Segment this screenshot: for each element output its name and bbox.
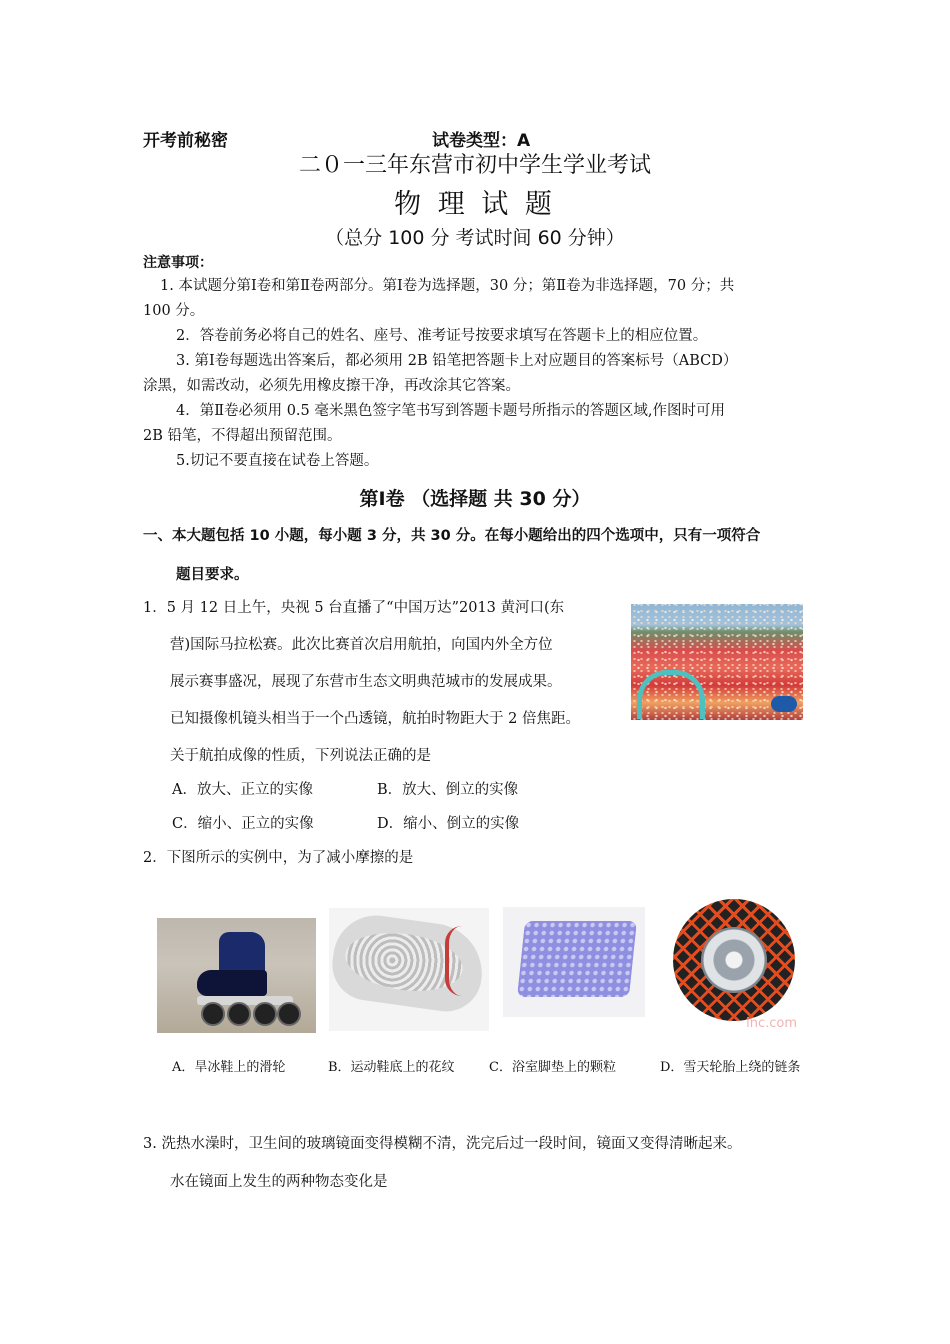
q1-option-b: B．放大、倒立的实像 [377,782,519,798]
q2-caption-c: C．浴室脚垫上的颗粒 [489,1060,616,1075]
tire-chain-photo [669,893,801,1033]
q1-option-a: A．放大、正立的实像 [172,782,313,798]
notice-item-5: 5.切记不要直接在试卷上答题。 [176,453,379,469]
q2-caption-a: A．旱冰鞋上的滑轮 [172,1060,286,1075]
photo-watermark: inc.com [746,1016,797,1031]
secret-label: 开考前秘密 [143,131,228,151]
q1-line-1: 1．5 月 12 日上午，央视 5 台直播了“中国万达”2013 黄河口(东 [143,600,565,616]
section-instruction-line1: 一、本大题包括 10 小题，每小题 3 分，共 30 分。在每小题给出的四个选项中，只有一项符合 [143,528,761,544]
notice-item-1-line1: 1. 本试题分第Ⅰ卷和第Ⅱ卷两部分。第Ⅰ卷为选择题，30 分；第Ⅱ卷为非选择题，70 分；共 [160,278,735,294]
q1-line-5: 关于航拍成像的性质，下列说法正确的是 [170,748,431,764]
q2-stem: 2．下图所示的实例中，为了减小摩擦的是 [143,850,414,866]
q1-option-d: D．缩小、倒立的实像 [377,816,520,832]
paper-type: 试卷类型：A [432,131,531,151]
notice-item-4-line1: 4．第Ⅱ卷必须用 0.5 毫米黑色签字笔书写到答题卡题号所指示的答题区域,作图时可用 [176,403,725,419]
q3-line-1: 3. 洗热水澡时，卫生间的玻璃镜面变得模糊不清，洗完后过一段时间，镜面又变得清晰起来。 [143,1136,742,1152]
notice-heading: 注意事项： [143,255,213,271]
notice-item-2: 2．答卷前务必将自己的姓名、座号、准考证号按要求填写在答题卡上的相应位置。 [176,328,708,344]
q2-caption-d: D．雪天轮胎上绕的链条 [660,1060,801,1075]
q1-line-4: 已知摄像机镜头相当于一个凸透镜，航拍时物距大于 2 倍焦距。 [170,711,580,727]
bath-mat-photo [503,907,645,1017]
q1-line-3: 展示赛事盛况，展现了东营市生态文明典范城市的发展成果。 [170,674,562,690]
section-instruction-line2: 题目要求。 [176,567,249,583]
marathon-photo [631,604,803,720]
exam-title: 二０一三年东营市初中学生学业考试 [298,153,651,178]
exam-meta: （总分 100 分 考试时间 60 分钟） [325,227,625,249]
notice-item-1-line2: 100 分。 [143,303,205,319]
roller-skate-photo [157,918,316,1033]
q2-caption-b: B．运动鞋底上的花纹 [328,1060,455,1075]
q1-option-c: C．缩小、正立的实像 [172,816,314,832]
notice-item-3-line2: 涂黑，如需改动，必须先用橡皮擦干净，再改涂其它答案。 [143,378,520,394]
subject-title: 物 理 试 题 [394,189,556,220]
q1-line-2: 营)国际马拉松赛。此次比赛首次启用航拍，向国内外全方位 [170,637,553,653]
notice-item-4-line2: 2B 铅笔，不得超出预留范围。 [143,428,342,444]
notice-item-3-line1: 3. 第Ⅰ卷每题选出答案后，都必须用 2B 铅笔把答题卡上对应题目的答案标号（ABCD） [176,353,738,369]
shoe-sole-photo [329,908,489,1031]
section-title: 第Ⅰ卷 （选择题 共 30 分） [359,488,591,510]
q3-line-2: 水在镜面上发生的两种物态变化是 [170,1174,388,1190]
